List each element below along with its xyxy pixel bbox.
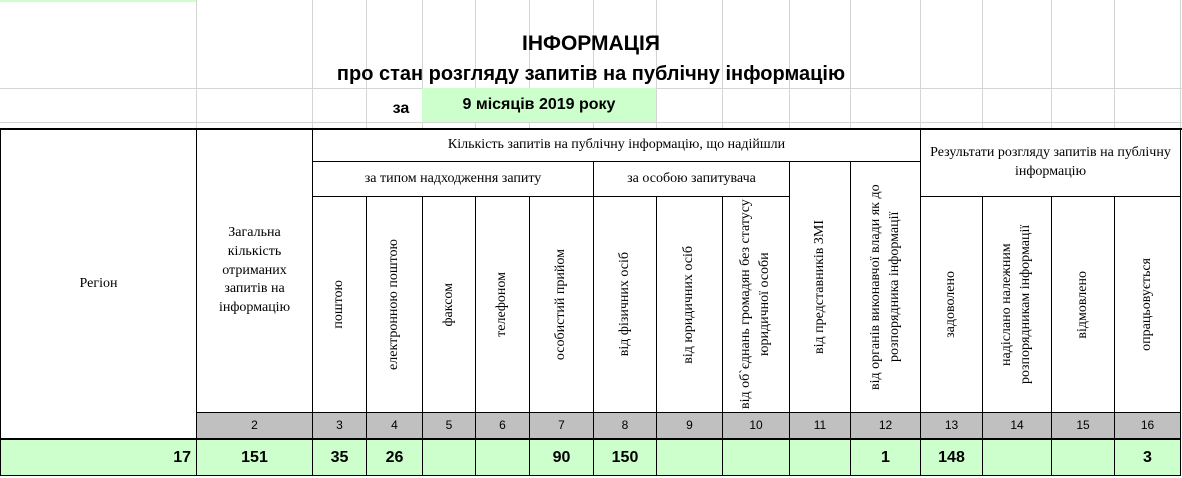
value-cell[interactable] [657, 440, 723, 476]
col-header-mail: поштою [313, 197, 367, 413]
value-cell[interactable]: 3 [1115, 440, 1181, 476]
period-prefix: за [392, 100, 410, 117]
value-cell[interactable] [790, 440, 851, 476]
subgroup-person-header: за особою запитувача [594, 162, 790, 197]
col-header-email: електронною поштою [367, 197, 423, 413]
col-header-forwarded: надіслано належним розпорядникам інформації [983, 197, 1052, 413]
col-number: 13 [921, 413, 983, 440]
value-cell[interactable]: 35 [313, 440, 367, 476]
col-header-media: від представників ЗМІ [790, 162, 851, 413]
col-number: 7 [530, 413, 594, 440]
col-number: 16 [1115, 413, 1181, 440]
value-cell[interactable] [983, 440, 1052, 476]
value-cell[interactable]: 151 [197, 440, 313, 476]
col-number: 4 [367, 413, 423, 440]
value-cell[interactable]: 26 [367, 440, 423, 476]
group-received-header: Кількість запитів на публічну інформацію, що надійшли [313, 130, 921, 162]
col-number: 12 [851, 413, 921, 440]
col-number: 2 [197, 413, 313, 440]
col-number: 11 [790, 413, 851, 440]
value-cell[interactable] [1052, 440, 1115, 476]
col-number: 15 [1052, 413, 1115, 440]
col-number: 9 [657, 413, 723, 440]
value-cell[interactable]: 148 [921, 440, 983, 476]
total-header: Загальна кількість отриманих запитів на інформацію [197, 130, 313, 413]
value-cell[interactable] [723, 440, 790, 476]
col-header-authorities: від органів виконавчої влади як до розпорядника інформації [851, 162, 921, 413]
period-value: 9 місяців 2019 року [462, 96, 616, 113]
value-cell[interactable]: 90 [530, 440, 594, 476]
col-header-associations: від об`єднань громадян без статусу юридичної особи [723, 197, 790, 413]
col-number: 8 [594, 413, 657, 440]
report-subtitle: про стан розгляду запитів на публічну інформацію [336, 63, 846, 85]
value-cell[interactable] [476, 440, 530, 476]
col-number: 5 [423, 413, 476, 440]
region-value-cell[interactable]: 17 [1, 440, 197, 476]
period-cell[interactable] [422, 88, 656, 122]
col-header-personal: особистий прийом [530, 197, 594, 413]
subgroup-type-header: за типом надходження запиту [313, 162, 594, 197]
col-number: 3 [313, 413, 367, 440]
value-cell[interactable] [423, 440, 476, 476]
value-cell[interactable]: 1 [851, 440, 921, 476]
col-number: 14 [983, 413, 1052, 440]
value-cell[interactable]: 150 [594, 440, 657, 476]
col-number: 10 [723, 413, 790, 440]
region-header: Регіон [1, 130, 197, 440]
col-header-individuals: від фізичних осіб [594, 197, 657, 413]
report-title: ІНФОРМАЦІЯ [522, 32, 660, 55]
col-header-phone: телефоном [476, 197, 530, 413]
group-results-header: Результати розгляду запитів на публічну інформацію [921, 130, 1181, 197]
col-header-refused: відмовлено [1052, 197, 1115, 413]
col-header-fax: факсом [423, 197, 476, 413]
col-header-legal: від юридичних осіб [657, 197, 723, 413]
col-header-processing: опрацьовується [1115, 197, 1181, 413]
col-number: 6 [476, 413, 530, 440]
col-header-satisfied: задоволено [921, 197, 983, 413]
